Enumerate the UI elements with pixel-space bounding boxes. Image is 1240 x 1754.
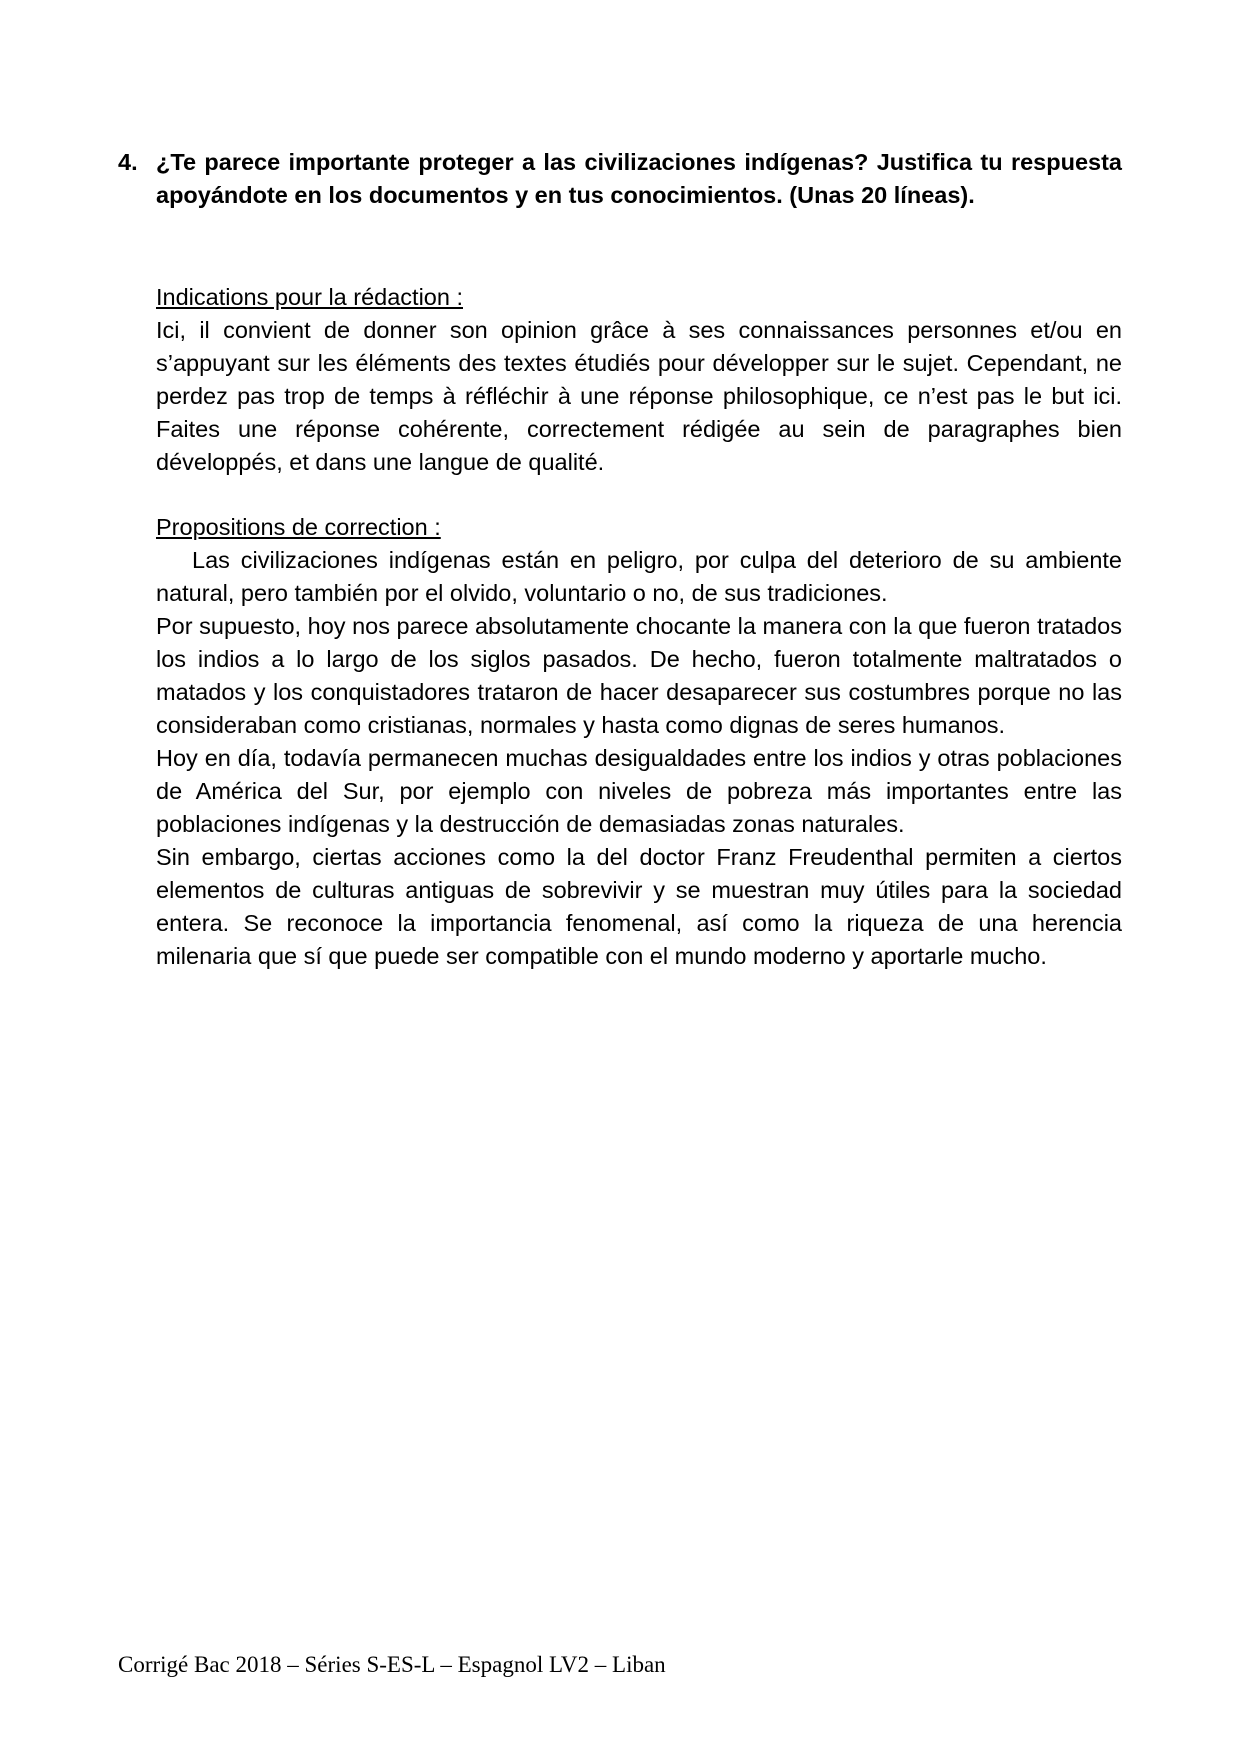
correction-paragraph: Sin embargo, ciertas acciones como la del doctor Franz Freudenthal permiten a ciertos elementos de culturas antiguas de sobrevivir y se muestran muy útiles para la sociedad entera. Se reconoce la importancia fenomenal, así como la riqueza de una herencia milenaria que sí que puede ser compatible con el mundo moderno y aportarle mucho. — [156, 844, 1122, 969]
corrections-heading: Propositions de correction : — [156, 514, 441, 540]
correction-paragraph: Hoy en día, todavía permanecen muchas desigualdades entre los indios y otras poblaciones de América del Sur, por ejemplo con niveles de pobreza más importantes entre las poblaciones indígenas y la destrucción de demasiadas zonas naturales. — [156, 745, 1122, 837]
indications-section — [156, 281, 1122, 479]
indications-text: Ici, il convient de donner son opinion grâce à ses connaissances personnes et/ou en s’appuyant sur les éléments des textes étudiés pour développer sur le sujet. Cependant, ne perdez pas trop de temps à réfléchir à une réponse philosophique, ce n’est pas le but ici. Faites une réponse cohérente, correctement rédigée au sein de paragraphes bien développés, et dans une langue de qualité. — [156, 317, 1122, 475]
question-block — [118, 146, 1122, 212]
indications-heading: Indications pour la rédaction : — [156, 284, 463, 310]
corrections-section — [156, 511, 1122, 973]
question-number: 4. — [118, 149, 138, 175]
correction-paragraph: Por supuesto, hoy nos parece absolutamente chocante la manera con la que fueron tratados los indios a lo largo de los siglos pasados. De hecho, fueron totalmente maltratados o matados y los conquistadores trataron de hacer desaparecer sus costumbres porque no las consideraban como cristianas, normales y hasta como dignas de seres humanos. — [156, 613, 1122, 738]
correction-paragraph: Las civilizaciones indígenas están en peligro, por culpa del deterioro de su ambiente natural, pero también por el olvido, voluntario o no, de sus tradiciones. — [156, 547, 1122, 606]
page-footer: Corrigé Bac 2018 – Séries S-ES-L – Espagnol LV2 – Liban — [118, 1652, 666, 1677]
question-text: ¿Te parece importante proteger a las civilizaciones indígenas? Justifica tu respuesta apoyándote en los documentos y en tus conocimientos. (Unas 20 líneas). — [156, 149, 1122, 208]
